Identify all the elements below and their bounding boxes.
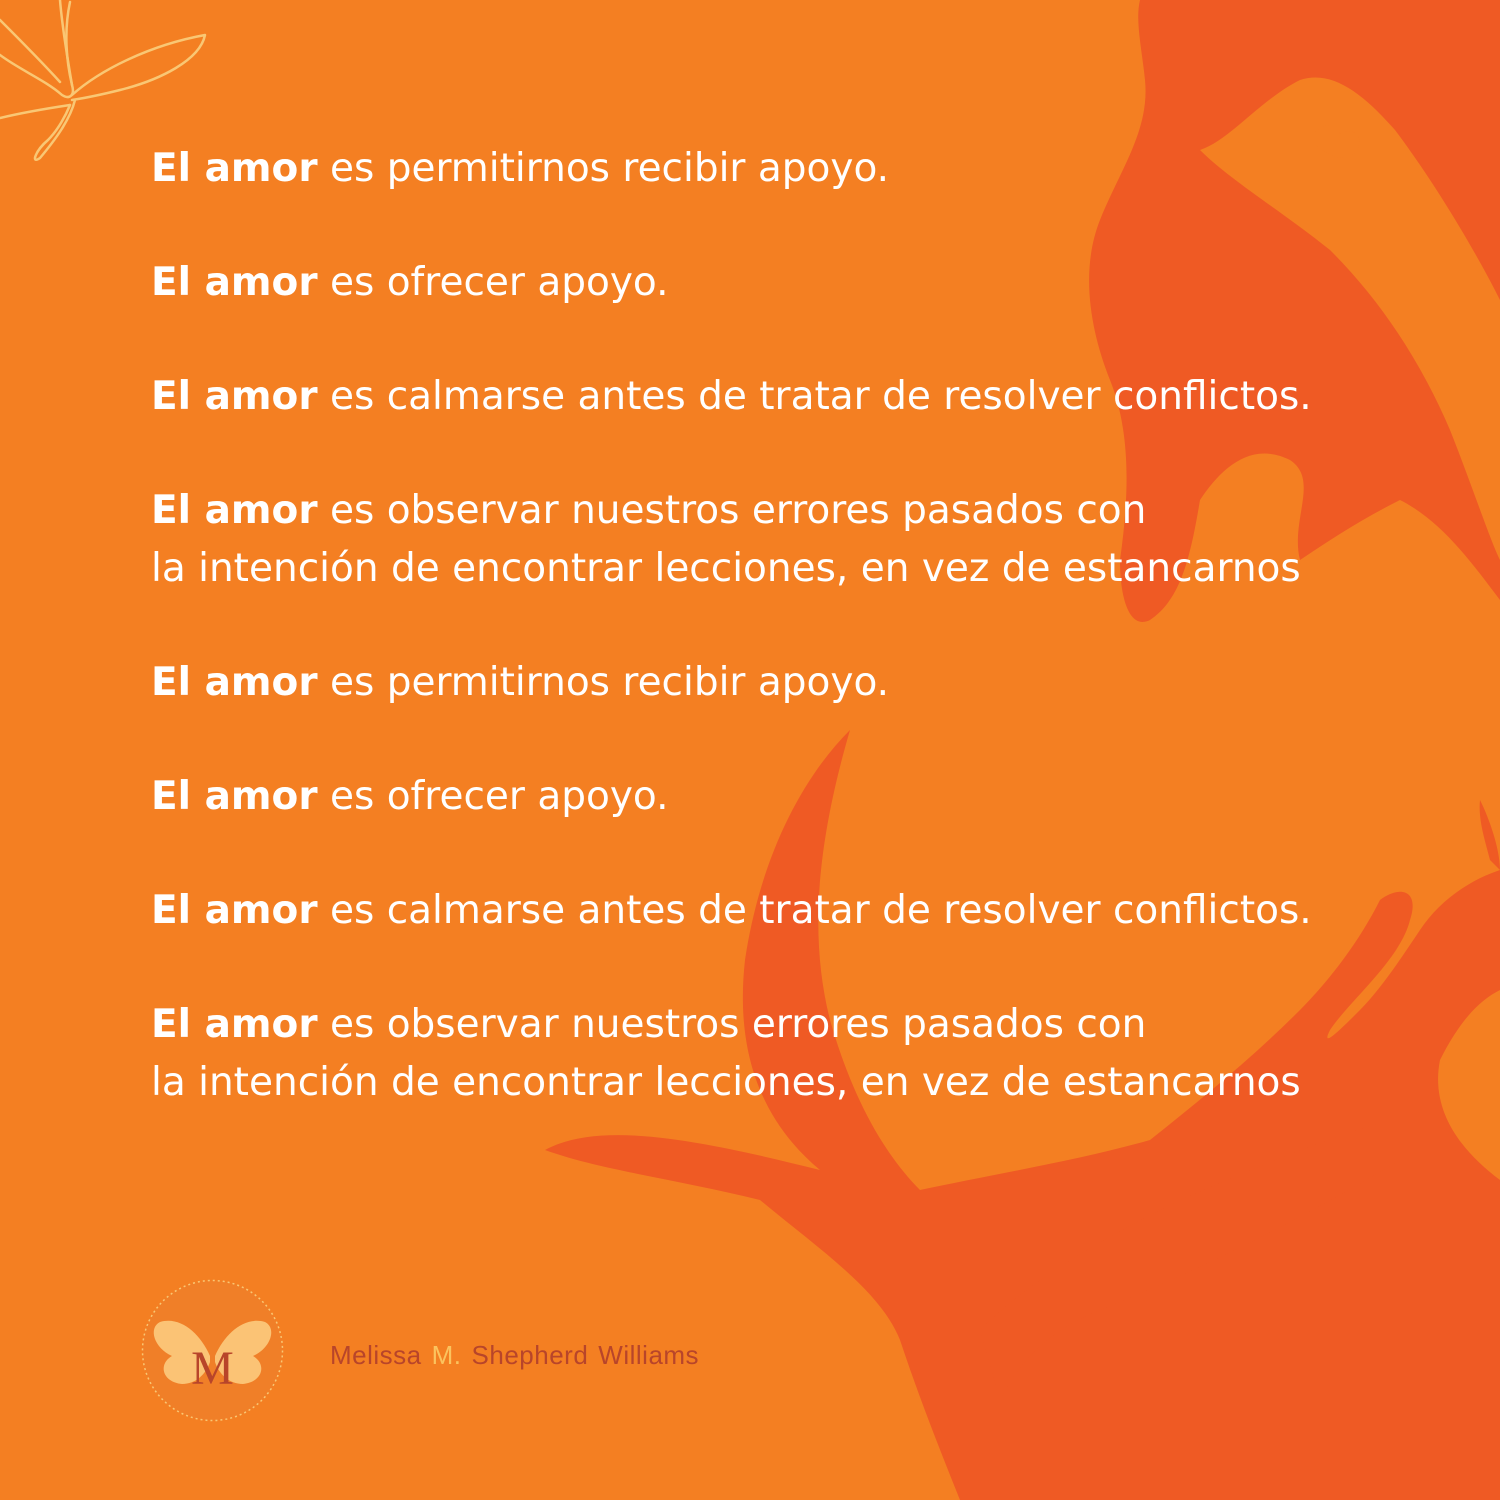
antenna-curl [1480, 800, 1500, 870]
quote-lead: El amor [151, 888, 318, 933]
quote-text: es calmarse antes de tratar de resolver conflictos. [329, 888, 1312, 933]
quote-text: es calmarse antes de tratar de resolver conflictos. [329, 374, 1312, 419]
quote-lead: El amor [151, 488, 318, 533]
quote-item [151, 882, 1351, 940]
author-middle-name: Shepherd [471, 1340, 589, 1370]
logo-letter: M [191, 1342, 234, 1395]
quote-lead: El amor [151, 660, 318, 705]
quote-lead: El amor [151, 774, 318, 819]
quote-lead: El amor [151, 260, 318, 305]
quote-text: es permitirnos recibir apoyo. [329, 660, 890, 705]
quote-item [151, 996, 1351, 1112]
author-last-name: Williams [598, 1340, 700, 1370]
quote-lead: El amor [151, 146, 318, 191]
quote-item [151, 140, 1351, 198]
quote-text-continued: la intención de encontrar lecciones, en vez de estancarnos [151, 546, 1301, 591]
quote-text: es ofrecer apoyo. [329, 260, 669, 305]
quote-item [151, 482, 1351, 598]
quote-text: es permitirnos recibir apoyo. [329, 146, 890, 191]
author-first-name: Melissa [330, 1340, 422, 1370]
author-name [330, 1340, 699, 1371]
quote-item [151, 368, 1351, 426]
quote-item [151, 768, 1351, 826]
butterfly-logo-icon [140, 1278, 285, 1423]
author-footer [140, 1278, 840, 1423]
quote-text: es observar nuestros errores pasados con [329, 488, 1147, 533]
butterfly-outline-icon [0, 0, 205, 160]
quote-text: es ofrecer apoyo. [329, 774, 669, 819]
quote-text: es observar nuestros errores pasados con [329, 1002, 1147, 1047]
quote-text-continued: la intención de encontrar lecciones, en vez de estancarnos [151, 1060, 1301, 1105]
quote-item [151, 254, 1351, 312]
author-initial: M. [431, 1340, 462, 1370]
quote-lead: El amor [151, 1002, 318, 1047]
quote-list [151, 140, 1351, 1168]
quote-item [151, 654, 1351, 712]
quote-lead: El amor [151, 374, 318, 419]
